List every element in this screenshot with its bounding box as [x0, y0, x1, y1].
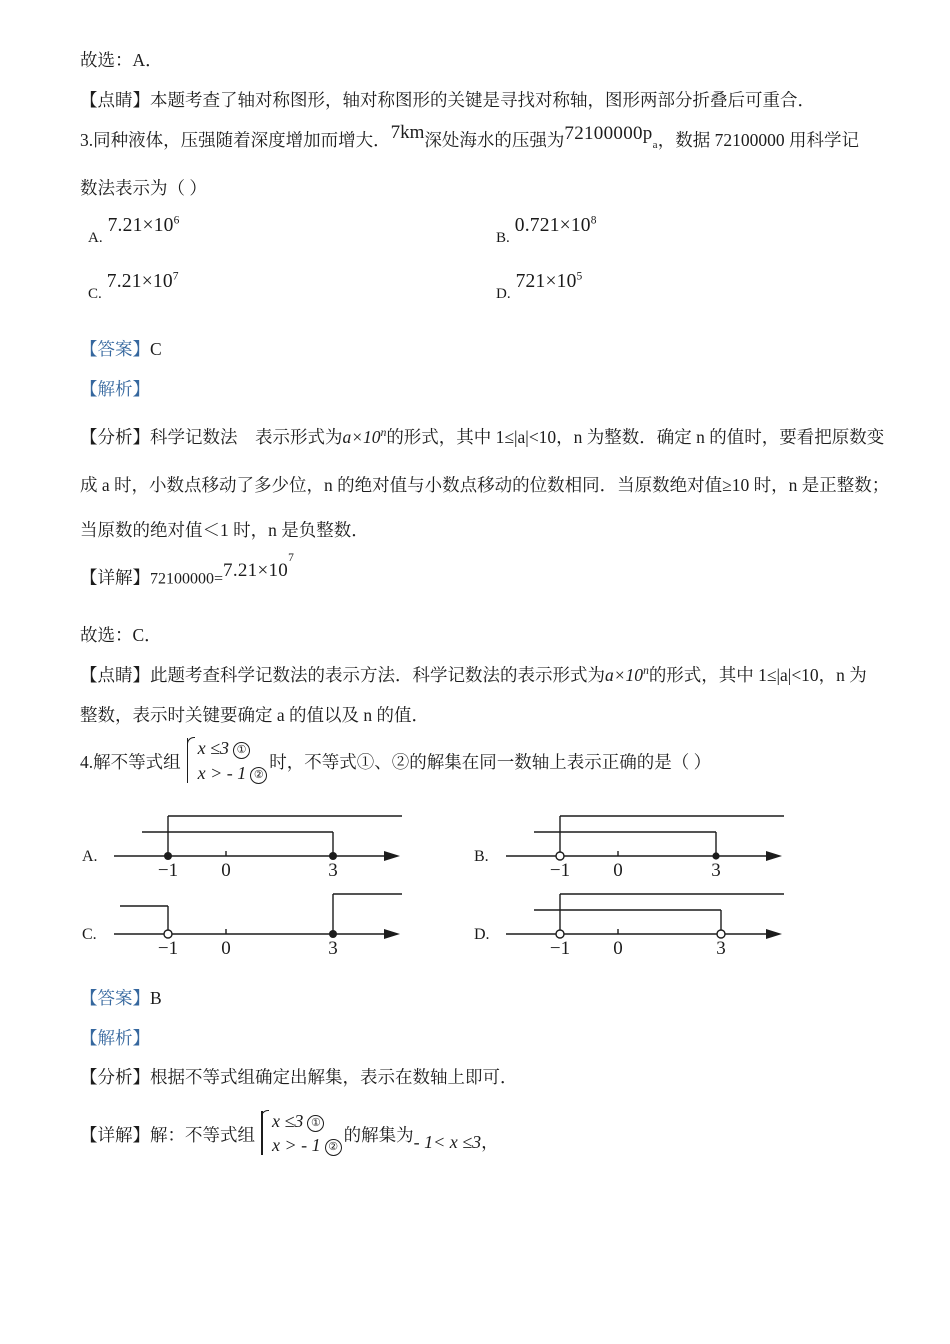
q3-analysis-formula-exp: n [380, 427, 387, 440]
q3-analysis-line2: 成 a 时，小数点移动了多少位，n 的绝对值与小数点移动的位数相同．当原数绝对值≥10 时，n 是正整数； [80, 474, 890, 495]
svg-text:−1: −1 [157, 938, 179, 957]
q3-explain-tag: 【解析】 [80, 378, 150, 399]
q4-detail-system-row-2 [272, 1133, 342, 1157]
q3-option-d[interactable] [496, 270, 583, 302]
q3-option-b-exponent: 8 [590, 214, 597, 227]
q4-detail [80, 1111, 870, 1163]
q3-option-d-value [516, 271, 583, 292]
svg-text:0: 0 [613, 860, 623, 879]
q4-stem [80, 738, 870, 790]
q3-pressure-base: 72100000p [564, 123, 653, 144]
q3-option-c-label: C. [88, 285, 102, 302]
q3-insight-line1 [80, 666, 870, 684]
q4-detail-part1: 解：不等式组 [150, 1124, 255, 1145]
q3-option-b-mantissa: 0.721×10 [514, 214, 591, 236]
svg-text:3: 3 [711, 860, 721, 879]
q4-number: 4. [80, 752, 94, 773]
circled-one-icon: ① [233, 742, 250, 759]
q3-option-b-label: B. [496, 229, 510, 246]
q4-system-inner [183, 736, 268, 785]
q4-analysis-text: 根据不等式组确定出解集，表示在数轴上即可． [150, 1067, 518, 1088]
q3-option-a[interactable] [88, 214, 180, 246]
q3-stem-part2: 深处海水的压强为 [424, 130, 565, 150]
q4-inequality-system [183, 736, 268, 788]
q2-insight-tag: 【点睛】 [80, 89, 150, 110]
q2-insight-text: 本题考查了轴对称图形，轴对称图形的关键是寻找对称轴，图形两部分折叠后可重合． [150, 89, 815, 110]
q3-conclusion: 故选：C． [80, 624, 162, 645]
numberline-b [498, 808, 798, 878]
q4-option-b-label: B. [474, 848, 489, 866]
q4-explain-tag: 【解析】 [80, 1027, 150, 1048]
q3-detail [80, 552, 870, 587]
q3-detail-rhs [223, 552, 295, 581]
q3-analysis-line3: 当原数的绝对值＜1 时，n 是负整数． [80, 520, 369, 541]
q4-detail-tag: 【详解】 [80, 1124, 150, 1145]
svg-text:0: 0 [221, 860, 231, 879]
q4-detail-system-inner [257, 1109, 342, 1158]
q4-system-row-1-text: x ≤3 [197, 738, 229, 759]
q3-answer-tag: 【答案】 [80, 339, 150, 360]
q3-stem-part1: 同种液体，压强随着深度增加而增大． [93, 130, 391, 150]
q3-analysis-formula-base: a×10 [342, 427, 381, 448]
q4-stem-part1: 解不等式组 [93, 752, 181, 773]
svg-text:3: 3 [716, 938, 726, 957]
brace-icon [257, 1109, 267, 1158]
q3-stem-line1 [80, 122, 870, 154]
q4-figure-row-2 [80, 886, 870, 964]
q3-option-d-exponent: 5 [576, 270, 583, 283]
q3-number: 3. [80, 130, 94, 150]
q3-answer [80, 341, 870, 359]
q3-insight-formula [605, 665, 649, 685]
q4-analysis [80, 1069, 870, 1087]
q4-stem-part2: 时，不等式①、②的解集在同一数轴上表示正确的是（ ） [269, 752, 712, 773]
q3-option-c-mantissa: 7.21×10 [106, 270, 173, 292]
q4-detail-solution: - 1< x ≤3 [413, 1131, 482, 1152]
q3-analysis-formula [343, 427, 387, 447]
q3-analysis-line1 [80, 427, 885, 448]
svg-text:0: 0 [613, 938, 623, 957]
brace-icon [183, 736, 193, 785]
q3-answer-value: C [150, 339, 162, 360]
page-content [80, 50, 890, 1185]
q3-option-a-label: A. [88, 229, 103, 246]
q4-option-c-label: C. [82, 926, 97, 944]
q3-option-b[interactable] [496, 214, 597, 246]
q3-option-c-value [107, 271, 179, 292]
q4-detail-system-row-1-text: x ≤3 [272, 1110, 304, 1131]
q4-detail-tail: ， [481, 1131, 499, 1152]
q3-detail-rhs-mantissa: 7.21×10 [223, 559, 289, 581]
q4-system-row-1 [198, 736, 268, 760]
q3-insight-line2: 整数，表示时关键要确定 a 的值以及 n 的值． [80, 704, 430, 725]
q4-detail-part2: 的解集为 [343, 1124, 414, 1145]
q3-analysis-tag: 【分析】 [80, 427, 150, 448]
q3-insight-tag: 【点睛】 [80, 665, 150, 686]
q3-stem-line2: 数法表示为（ ） [80, 177, 207, 198]
circled-one-icon: ① [307, 1115, 324, 1132]
q3-option-d-mantissa: 721×10 [515, 270, 577, 292]
q3-option-a-mantissa: 7.21×10 [107, 214, 174, 236]
q3-insight-line1-b: 的形式，其中 1≤|a|<10，n 为 [648, 665, 867, 686]
q3-options-row-2 [80, 270, 870, 323]
svg-text:3: 3 [328, 860, 338, 879]
q4-explain [80, 1027, 870, 1048]
q3-pressure-value [564, 123, 658, 151]
q4-detail-system-row-2-text: x > - 1 [272, 1135, 321, 1156]
q2-conclusion: 故选：A． [80, 50, 163, 70]
q4-option-a[interactable] [80, 808, 470, 886]
q4-detail-system-row-1 [272, 1109, 342, 1133]
numberline-d [498, 886, 798, 956]
q3-pressure-sub: a [652, 138, 658, 151]
q4-answer-tag: 【答案】 [80, 988, 150, 1009]
q4-answer [80, 990, 870, 1008]
svg-text:0: 0 [221, 938, 231, 957]
numberline-c [106, 886, 406, 956]
svg-text:3: 3 [328, 938, 338, 957]
q4-system-rows [193, 736, 268, 785]
svg-text:−1: −1 [157, 860, 179, 879]
q3-option-c[interactable] [88, 270, 179, 302]
q3-insight-formula-base: a×10 [605, 665, 644, 686]
svg-text:−1: −1 [549, 860, 571, 879]
q3-option-d-label: D. [496, 285, 511, 302]
q3-analysis-line1-a: 科学记数法 表示形式为 [150, 427, 343, 448]
q3-option-a-exponent: 6 [173, 214, 180, 227]
q4-option-d[interactable] [472, 886, 862, 964]
q4-figure-row-1 [80, 808, 870, 886]
q4-detail-system [257, 1109, 342, 1161]
q3-insight-line1-a: 此题考查科学记数法的表示方法．科学记数法的表示形式为 [150, 665, 605, 686]
q3-option-b-value [515, 215, 597, 236]
q3-depth-value: 7km [390, 122, 425, 143]
circled-two-icon: ② [325, 1139, 342, 1156]
q4-answer-value: B [150, 988, 162, 1009]
q3-detail-lhs: 72100000= [150, 569, 224, 587]
q4-analysis-tag: 【分析】 [80, 1067, 150, 1088]
q4-option-c[interactable] [80, 886, 470, 964]
q4-system-row-2 [198, 761, 268, 785]
q4-option-b[interactable] [472, 808, 862, 886]
q3-insight-formula-exp: n [643, 665, 649, 678]
q4-detail-system-rows [267, 1109, 342, 1158]
q3-detail-rhs-exponent: 7 [288, 552, 295, 565]
q4-option-d-label: D. [474, 926, 490, 944]
q4-system-row-2-text: x > - 1 [197, 762, 247, 783]
q3-options-row-1 [80, 214, 870, 267]
q3-detail-tag: 【详解】 [80, 566, 150, 587]
q3-analysis-line1-b: 的形式，其中 1≤|a|<10，n 为整数．确定 n 的值时，要看把原数变 [386, 427, 885, 448]
numberline-a [106, 808, 406, 878]
q3-stem-part3: ，数据 72100000 用科学记 [657, 130, 860, 150]
q4-option-a-label: A. [82, 848, 98, 866]
circled-two-icon: ② [250, 767, 267, 784]
q3-explain [80, 378, 870, 399]
q3-option-c-exponent: 7 [172, 270, 179, 283]
q2-insight [80, 89, 870, 110]
q3-option-a-value [108, 215, 180, 236]
svg-text:−1: −1 [549, 938, 571, 957]
